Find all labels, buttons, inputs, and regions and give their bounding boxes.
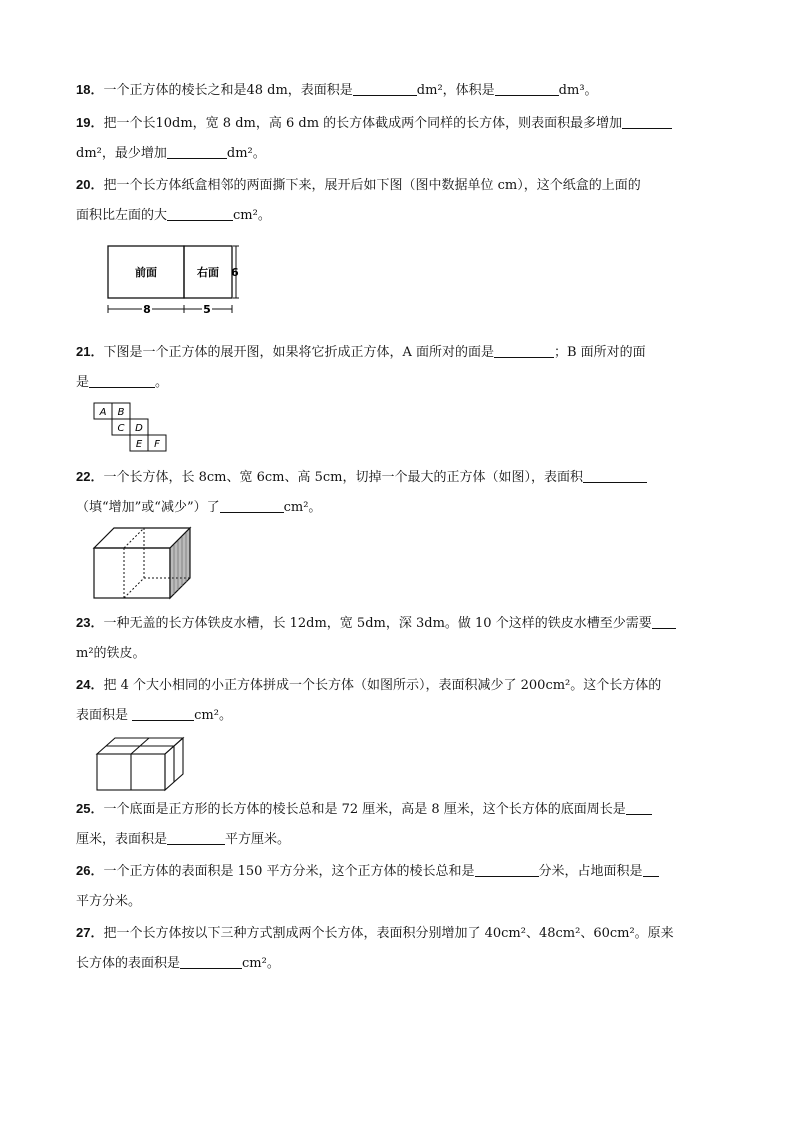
question-25-line-2 — [76, 830, 290, 850]
question-26-line-1 — [76, 861, 659, 882]
question-text: m²的铁皮。 — [76, 646, 146, 661]
answer-blank[interactable] — [622, 114, 672, 129]
cube-net-diagram — [93, 402, 173, 458]
answer-blank[interactable] — [220, 498, 284, 513]
answer-blank[interactable] — [167, 206, 233, 221]
question-21-line-2 — [76, 373, 168, 393]
front-face-label: 前面 — [135, 266, 157, 279]
question-text: 平方厘米。 — [225, 832, 291, 847]
front-width-label: 8 — [143, 303, 151, 316]
question-27-line-2 — [76, 954, 280, 974]
answer-blank[interactable] — [167, 144, 227, 159]
cuboid-cut-figure — [92, 526, 192, 604]
answer-blank[interactable] — [494, 343, 554, 358]
question-text: 分米，占地面积是 — [538, 864, 643, 879]
question-number: 24． — [76, 677, 104, 692]
face-d-label: D — [135, 423, 143, 434]
question-number: 21． — [76, 344, 104, 359]
answer-blank[interactable] — [167, 830, 225, 845]
question-24-line-1 — [76, 675, 661, 696]
question-24-line-2 — [76, 706, 232, 726]
question-number: 20． — [76, 177, 104, 192]
four-cubes-figure — [95, 736, 187, 796]
answer-blank[interactable] — [626, 800, 652, 815]
question-25-line-1 — [76, 799, 652, 820]
question-number: 23． — [76, 615, 104, 630]
face-c-label: C — [117, 423, 125, 434]
four-cubes-diagram — [95, 736, 187, 792]
question-19-line-1 — [76, 113, 672, 134]
question-21-line-1 — [76, 342, 646, 363]
question-27-line-1 — [76, 923, 674, 944]
answer-blank[interactable] — [652, 614, 676, 629]
question-text: 表面积是 — [76, 708, 133, 723]
question-19-line-2 — [76, 144, 266, 164]
answer-blank[interactable] — [495, 81, 559, 96]
question-20-line-2 — [76, 206, 271, 226]
question-text: 厘米，表面积是 — [76, 832, 168, 847]
question-text: cm²。 — [283, 500, 322, 515]
question-text: 把一个长方体纸盒相邻的两面撕下来，展开后如下图（图中数据单位 cm），这个纸盒的上面的 — [103, 178, 641, 193]
question-text: cm²。 — [194, 708, 232, 723]
answer-blank[interactable] — [643, 862, 659, 877]
answer-blank[interactable] — [353, 81, 417, 96]
question-text: 一个正方体的表面积是 150 平方分米，这个正方体的棱长总和是 — [103, 864, 475, 879]
question-text: 把一个长方体按以下三种方式割成两个长方体，表面积分别增加了 40cm²、48cm²、60cm²。原来 — [103, 926, 674, 941]
question-number: 25． — [76, 801, 104, 816]
question-23-line-1 — [76, 613, 676, 634]
answer-blank[interactable] — [180, 954, 242, 969]
question-text: ；B 面所对的面 — [554, 345, 646, 360]
question-text: 一个正方体的棱长之和是48 dm，表面积是 — [103, 83, 353, 98]
question-text: 一个长方体，长 8cm、宽 6cm、高 5cm，切掉一个最大的正方体（如图），表面积 — [103, 470, 584, 485]
cuboid-cut-diagram — [92, 526, 192, 600]
face-e-label: E — [135, 439, 143, 450]
question-text: 是 — [76, 375, 90, 390]
right-width-label: 5 — [203, 303, 211, 316]
question-number: 27． — [76, 925, 104, 940]
question-text: cm²。 — [233, 208, 271, 223]
question-text: （填“增加”或“减少”）了 — [76, 500, 220, 515]
answer-blank[interactable] — [89, 373, 155, 388]
answer-blank[interactable] — [132, 706, 194, 721]
face-b-label: B — [117, 407, 125, 418]
answer-blank[interactable] — [583, 468, 647, 483]
question-20-line-1 — [76, 175, 641, 196]
face-a-label: A — [99, 407, 107, 418]
question-22-line-2 — [76, 498, 321, 518]
question-text: 把 4 个大小相同的小正方体拼成一个长方体（如图所示），表面积减少了 200cm²。这个长方体的 — [103, 678, 662, 693]
question-text: 下图是一个正方体的展开图，如果将它折成正方体，A 面所对的面是 — [103, 345, 494, 360]
question-text: dm²，体积是 — [416, 83, 495, 98]
question-number: 26． — [76, 863, 104, 878]
question-text: dm³。 — [558, 83, 598, 98]
box-net-figure — [100, 240, 250, 324]
question-text: 平方分米。 — [76, 894, 142, 909]
question-text: 。 — [155, 375, 169, 390]
face-f-label: F — [154, 439, 160, 450]
question-text: 面积比左面的大 — [76, 208, 168, 223]
question-text: 长方体的表面积是 — [76, 956, 181, 971]
question-text: dm²，最少增加 — [76, 146, 167, 161]
right-face-label: 右面 — [197, 266, 219, 279]
height-label: 6 — [231, 266, 239, 279]
question-number: 19． — [76, 115, 104, 130]
question-text: cm²。 — [242, 956, 280, 971]
question-text: 把一个长10dm，宽 8 dm，高 6 dm 的长方体截成两个同样的长方体，则表面积最多增加 — [103, 116, 623, 131]
question-number: 22． — [76, 469, 104, 484]
question-26-line-2 — [76, 892, 141, 912]
question-22-line-1 — [76, 467, 647, 488]
answer-blank[interactable] — [475, 862, 539, 877]
question-number: 18． — [76, 82, 104, 97]
cube-net-figure — [93, 402, 173, 462]
question-text: 一种无盖的长方体铁皮水槽，长 12dm，宽 5dm，深 3dm。做 10 个这样的铁皮水槽至少需要 — [103, 616, 652, 631]
question-text: dm²。 — [226, 146, 266, 161]
question-23-line-2 — [76, 644, 146, 664]
box-net-diagram — [100, 240, 250, 320]
question-text: 一个底面是正方形的长方体的棱长总和是 72 厘米，高是 8 厘米，这个长方体的底面周长是 — [103, 802, 626, 817]
question-18 — [76, 80, 598, 101]
